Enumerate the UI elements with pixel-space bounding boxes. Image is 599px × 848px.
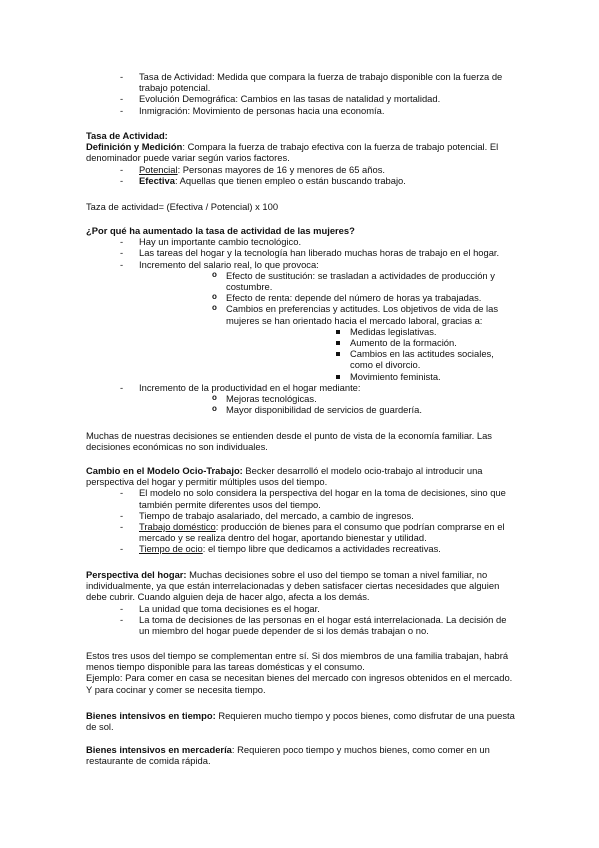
tasa-list	[86, 164, 516, 186]
list-item: - La unidad que toma decisiones es el hogar.	[86, 603, 516, 614]
tasa-section	[86, 130, 516, 186]
term-text: : el tiempo libre que dedicamos a actividades recreativas.	[202, 543, 441, 555]
term-label: Efectiva	[139, 174, 175, 186]
term-text: Requieren mucho tiempo y pocos bienes, como disfrutar de una puesta de sol.	[86, 710, 515, 733]
term-label: Potencial	[139, 163, 178, 175]
paragraph: Muchas de nuestras decisiones se entienden desde el punto de vista de la economía familiar. Las decisiones económicas no son individuales.	[86, 430, 492, 453]
section-heading: Tasa de Actividad:	[86, 130, 168, 141]
list-item: - Hay un importante cambio tecnológico.	[86, 236, 516, 247]
term-text: Becker desarrolló el modelo ocio-trabajo al introducir una perspectiva del hogar y permitir múltiples usos del tiempo.	[86, 465, 483, 488]
subsublist-item: Aumento de la formación.	[226, 337, 516, 348]
term-label: Cambio en el Modelo Ocio-Trabajo:	[86, 465, 243, 476]
list-item: - La toma de decisiones de las personas en el hogar está interrelacionada. La decisión de un miembro del hogar puede depender de si los demás trabajan o no.	[86, 614, 516, 636]
term-text: : Aquellas que tienen empleo o están buscando trabajo.	[174, 174, 406, 186]
list-item	[86, 382, 516, 416]
ocio-section	[86, 465, 516, 555]
perspectiva-section	[86, 569, 516, 636]
intro-section	[86, 71, 516, 116]
list-item	[86, 175, 516, 186]
section-heading: ¿Por qué ha aumentado la tasa de actividad de las mujeres?	[86, 225, 355, 236]
term-text: : Compara la fuerza de trabajo efectiva con la fuerza de trabajo potencial. El denominador puede variar según varios factores.	[86, 141, 499, 164]
paragraph	[86, 744, 516, 766]
list-item	[86, 543, 516, 554]
tiempos-paragraph	[86, 650, 516, 695]
list-item: - Tiempo de trabajo asalariado, del mercado, a cambio de ingresos.	[86, 510, 516, 521]
list-item-text: Incremento del salario real, lo que provoca:	[139, 258, 319, 270]
term-text: : Requieren poco tiempo y muchos bienes, como comer en un restaurante de comida rápida.	[86, 744, 490, 767]
list-item-text: Incremento de la productividad en el hogar mediante:	[139, 381, 361, 393]
intro-list	[86, 71, 516, 116]
bienes-mercaderia	[86, 744, 516, 766]
list-item: - Evolución Demográfica: Cambios en las tasas de natalidad y mortalidad.	[86, 93, 516, 104]
term-label: Perspectiva del hogar:	[86, 569, 187, 580]
subsublist-item: Movimiento feminista.	[226, 371, 516, 382]
sublist-item: o Efecto de renta: depende del número de horas ya trabajadas.	[139, 292, 516, 303]
list-item	[86, 521, 516, 543]
list-item	[86, 259, 516, 382]
familia-paragraph	[86, 430, 516, 452]
formula	[86, 201, 516, 212]
sublist-item: o Mayor disponibilidad de servicios de guardería.	[139, 404, 516, 415]
mujeres-section	[86, 225, 516, 415]
sublist-item: o Efecto de sustitución: se trasladan a actividades de producción y costumbre.	[139, 270, 516, 292]
term-text: : producción de bienes para el consumo que podrían comprarse en el mercado y se realiza dentro del hogar, aportando bienestar y utilidad.	[139, 521, 505, 544]
subsublist-item: Medidas legislativas.	[226, 326, 516, 337]
paragraph	[86, 710, 516, 732]
mujeres-list	[86, 236, 516, 415]
term-text: Muchas decisiones sobre el uso del tiempo se toman a nivel familiar, no individualmente, ya que están interrelacionadas y deben satisfacer ciertas necesidades que alguien debe cubrir. Cuando alguien deja de hacer algo, afecta a los demás.	[86, 569, 500, 603]
paragraph: Estos tres usos del tiempo se complementan entre sí. Si dos miembros de una familia trabajan, habrá menos tiempo disponible para las tareas domésticas y el consumo.	[86, 650, 509, 673]
sublist-item	[139, 303, 516, 381]
term-label: Tiempo de ocio	[139, 543, 203, 555]
sublist-item-text: Cambios en preferencias y actitudes. Los objetivos de vida de las mujeres se han orientado hacia el mercado laboral, gracias a:	[226, 303, 499, 326]
list-item: - Las tareas del hogar y la tecnología han liberado muchas horas de trabajo en el hogar.	[86, 247, 516, 258]
sublist	[139, 393, 516, 415]
bienes-tiempo	[86, 710, 516, 732]
paragraph: Ejemplo: Para comer en casa se necesitan bienes del mercado con ingresos obtenidos en el mercado. Y para cocinar y comer se necesita tiempo.	[86, 672, 513, 695]
subsublist	[226, 326, 516, 382]
list-item: - Inmigración: Movimiento de personas hacia una economía.	[86, 105, 516, 116]
formula-text: Taza de actividad= (Efectiva / Potencial) x 100	[86, 201, 279, 212]
term-label: Bienes intensivos en tiempo:	[86, 710, 216, 721]
paragraph	[86, 569, 516, 603]
list-item: - El modelo no solo considera la perspectiva del hogar en la toma de decisiones, sino que también permite diferentes usos del tiempo.	[86, 487, 516, 509]
sublist	[139, 270, 516, 382]
term-label: Definición y Medición	[86, 141, 183, 153]
term-label: Bienes intensivos en mercadería	[86, 744, 232, 755]
term-label: Trabajo doméstico	[139, 521, 216, 533]
list-item	[86, 164, 516, 175]
ocio-list	[86, 487, 516, 554]
subsublist-item: Cambios en las actitudes sociales, como el divorcio.	[226, 348, 516, 370]
list-item: - Tasa de Actividad: Medida que compara la fuerza de trabajo disponible con la fuerza de trabajo potencial.	[86, 71, 516, 93]
sublist-item: o Mejoras tecnológicas.	[139, 393, 516, 404]
paragraph	[86, 465, 516, 487]
term-text: : Personas mayores de 16 y menores de 65 años.	[177, 163, 385, 175]
paragraph	[86, 141, 516, 163]
perspectiva-list	[86, 603, 516, 637]
